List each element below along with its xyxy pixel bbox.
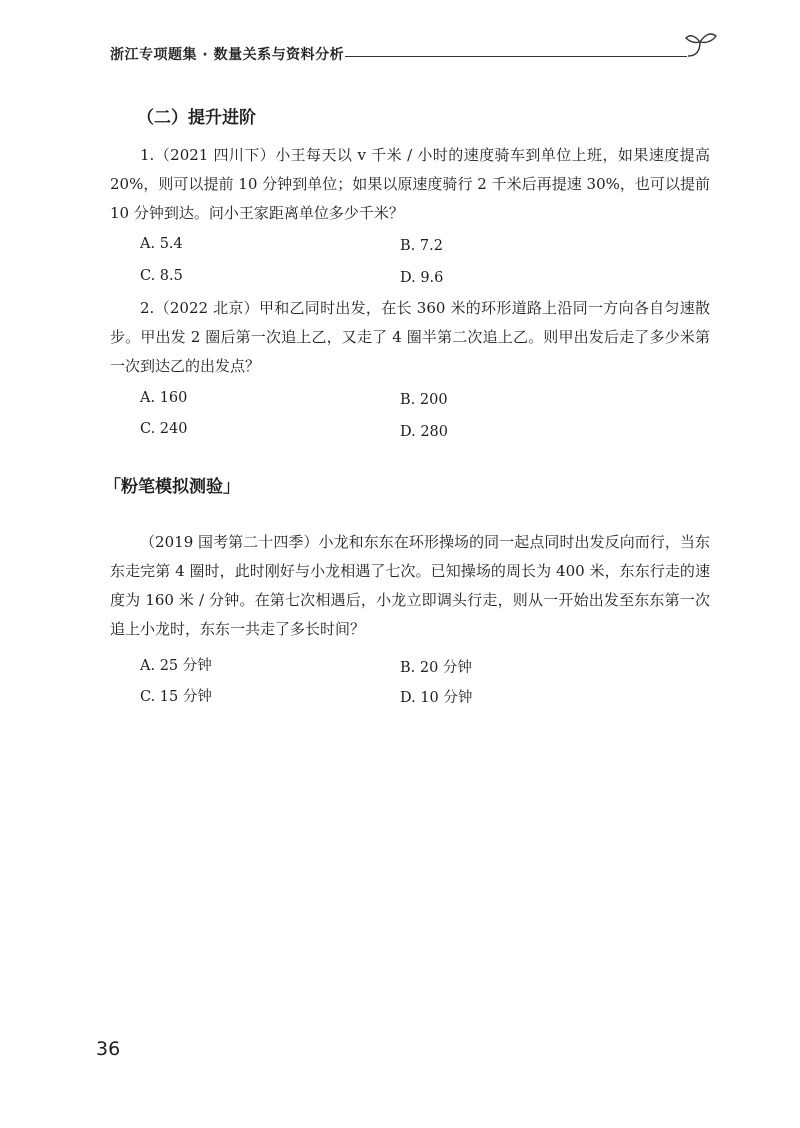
q1-option-d: D. 9.6 <box>400 270 444 286</box>
mock-test-title: 「粉笔模拟测验」 <box>104 477 240 497</box>
question-1-text: 1.（2021 四川下）小王每天以 v 千米 / 小时的速度骑车到单位上班，如果速度提高 20%，则可以提前 10 分钟到单位；如果以原速度骑行 2 千米后再提速 30%，也可以提前 10 分钟到达。问小王家距离单位多少千米？ <box>110 146 710 222</box>
q3-option-a: A. 25 分钟 <box>140 658 212 674</box>
q3-option-d: D. 10 分钟 <box>400 690 473 706</box>
q1-option-a: A. 5.4 <box>140 236 183 252</box>
q2-option-c: C. 240 <box>140 421 188 437</box>
q2-option-b: B. 200 <box>400 392 448 408</box>
header-rule <box>345 56 687 57</box>
q2-option-a: A. 160 <box>140 390 188 406</box>
q3-option-c: C. 15 分钟 <box>140 689 212 705</box>
section-title: （二）提升进阶 <box>137 108 256 128</box>
q1-option-b: B. 7.2 <box>400 238 443 254</box>
q2-option-d: D. 280 <box>400 424 449 440</box>
q3-option-b: B. 20 分钟 <box>400 660 472 676</box>
question-3-text: （2019 国考第二十四季）小龙和东东在环形操场的同一起点同时出发反向而行，当东东走完第 4 圈时，此时刚好与小龙相遇了七次。已知操场的周长为 400 米，东东行走的速度为 160 米 / 分钟。在第七次相遇后，小龙立即调头行走，则从一开始出发至东东第一次追上小龙时，东东一共走了多长时间？ <box>110 533 710 638</box>
question-2-text: 2.（2022 北京）甲和乙同时出发，在长 360 米的环形道路上沿同一方向各自匀速散步。甲出发 2 圈后第一次追上乙，又走了 4 圈半第二次追上乙。则甲出发后走了多少米第一次到达乙的出发点？ <box>110 299 710 375</box>
running-header: 浙江专项题集 · 数量关系与资料分析 <box>110 47 345 63</box>
page-number: 36 <box>96 1038 121 1060</box>
sprout-icon <box>680 28 720 60</box>
q1-option-c: C. 8.5 <box>140 268 183 284</box>
